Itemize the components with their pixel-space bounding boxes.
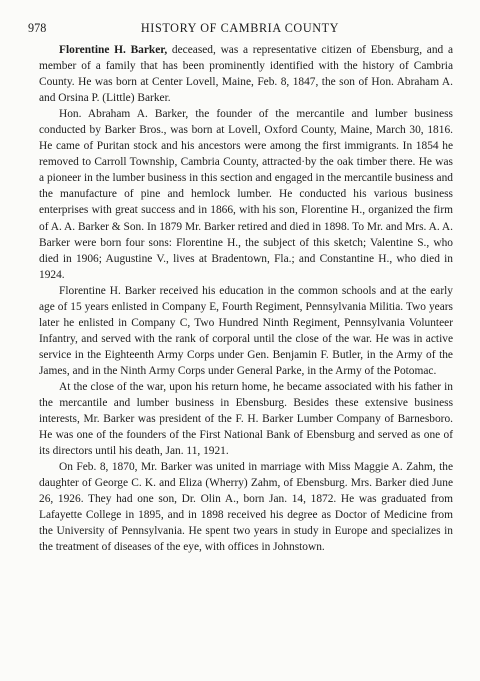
paragraph-intro-text: deceased, was a representative citizen of Ebensburg, and a member of a family that has been prominently identified with the history of Cambria County. He was born at Center Lovell, Maine, Feb. 8, 1847, the son of Hon. Abraham A. and Orsina P. (Little) Barker. bbox=[39, 44, 454, 105]
page-number: 978 bbox=[28, 21, 47, 35]
running-title: HISTORY OF CAMBRIA COUNTY bbox=[140, 21, 340, 35]
running-head bbox=[28, 20, 452, 36]
paragraph-family: On Feb. 8, 1870, Mr. Barker was united in marriage with Miss Maggie A. Zahm, the daughter of George C. K. and Eliza (Wherry) Zahm, of Ebensburg. Mrs. Barker died June 26, 1926. They had one son, Dr. Olin A., born Jan. 14, 1872. He was graduated from Lafayette College in 1895, and in 1898 received his degree as Doctor of Medicine from the University of Pennsylvania. He spent two years in study in Europe and specializes in the treatment of diseases of the eye, with offices in Johnstown. bbox=[39, 461, 453, 554]
paragraph-business: At the close of the war, upon his return home, he became associated with his father in the mercantile and lumber business in Ebensburg. Besides these extensive business interests, Mr. Barker was president of the F. H. Barker Lumber Company of Barnesboro. He was one of the founders of the First National Bank of Ebensburg and served as one of its directors until his death, Jan. 11, 1921. bbox=[39, 380, 453, 458]
paragraph-military: Florentine H. Barker received his education in the common schools and at the early age of 15 years enlisted in Company E, Fourth Regiment, Pennsylvania Militia. Two years later he enlisted in Company C, Two Hundred Ninth Regiment, Pennsylvania Volunteer Infantry, and served with the rank of corporal until the close of the war. He was in active service in the Eighteenth Army Corps under Gen. Benjamin F. Butler, in the Army of the James, and in the Ninth Army Corps under General Parke, in the Army of the Potomac. bbox=[39, 284, 453, 377]
subject-name: Florentine H. Barker, bbox=[59, 44, 168, 56]
paragraph-father: Hon. Abraham A. Barker, the founder of the mercantile and lumber business conducted by Barker Bros., was born at Lovell, Oxford County, Maine, March 30, 1816. He came of Puritan stock and his ancestors were among the first immigrants. In 1854 he removed to Carroll Township, Cambria County, attracted·by the oak timber there. He was a pioneer in the lumber business in this section and engaged in the mercantile business and the manufacture of pine and hemlock lumber. He conducted his various business enterprises with great success and in 1866, with his son, Florentine H., organized the firm of A. A. Barker & Son. In 1879 Mr. Barker retired and died in 1898. To Mr. and Mrs. A. A. Barker were born four sons: Florentine H., the subject of this sketch; Valentine S., who died in 1906; Augustine V., lives at Bradentown, Fla.; and Constantine H., who died in 1924. bbox=[39, 108, 453, 281]
body-text bbox=[39, 42, 453, 556]
paragraph-intro bbox=[39, 42, 453, 106]
